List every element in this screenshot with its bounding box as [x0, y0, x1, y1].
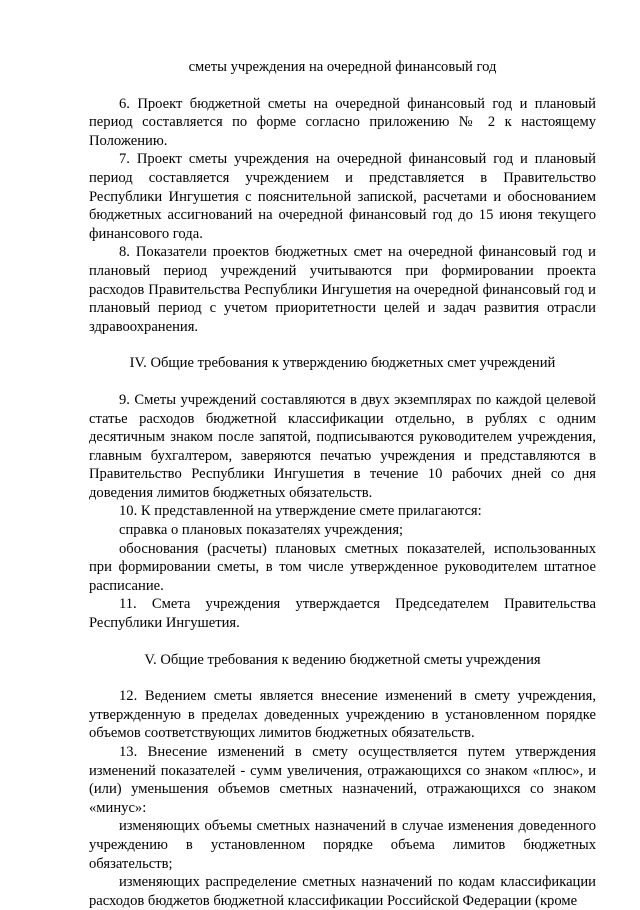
paragraph-8: 8. Показатели проектов бюджетных смет на очередной финансовый год и плановый период учреждений учитываются при формировании проекта расходов Правительства Республики Ингушетия на очередной финансовый год и плановый период с учетом приоритетности целей и задач развития отрасли здравоохранения. [89, 244, 596, 335]
paragraph-12: 12. Ведением сметы является внесение изменений в смету учреждения, утвержденную в пределах доведенных учреждению в установленном порядке объемов соответствующих лимитов бюджетных обязательств. [89, 688, 596, 742]
paragraph-6: 6. Проект бюджетной сметы на очередной финансовый год и плановый период составляется по форме согласно приложению № 2 к настоящему Положению. [89, 95, 596, 149]
paragraph-10: 10. К представленной на утверждение смете прилагаются: [119, 503, 482, 520]
paragraph-10-item-1: справка о плановых показателях учреждения; [119, 522, 404, 539]
section-paragraphs-b [89, 391, 596, 633]
section-paragraphs-a [89, 95, 596, 337]
paragraph-13-item-2: изменяющих распределение сметных назначений по кодам классификации расходов бюджетов бюджетной классификации Российской Федерации (кроме [89, 874, 596, 909]
top-line: сметы учреждения на очередной финансовый год [188, 59, 497, 75]
document-body [89, 58, 596, 910]
paragraph-7: 7. Проект сметы учреждения на очередной финансовый год и плановый период составляется учреждением и представляется в Правительство Республики Ингушетия с пояснительной запиской, расчетами и обоснованием бюджетных ассигнований на очередной финансовый год до 15 июня текущего финансового года. [89, 151, 596, 242]
paragraph-11: 11. Смета учреждения утверждается Председателем Правительства Республики Ингушетия. [89, 596, 596, 632]
paragraph-9: 9. Сметы учреждений составляются в двух экземплярах по каждой целевой статье расходов бюджетной классификации отдельно, в рублях с одним десятичным знаком после запятой, подписываются руководителем учреждения, главным бухгалтером, заверяются печатью учреждения и представляются в Правительство Республики Ингушетия в течение 10 рабочих дней со дня доведения лимитов бюджетных обязательств. [89, 391, 596, 501]
paragraph-13-item-1: изменяющих объемы сметных назначений в случае изменения доведенного учреждению в установленном порядке объема лимитов бюджетных обязательств; [89, 818, 596, 872]
paragraph-13: 13. Внесение изменений в смету осуществляется путем утверждения изменений показателей - сумм увеличения, отражающихся со знаком «плюс», и (или) уменьшения объемов сметных назначений, отражающихся со знаком «минус»: [89, 744, 596, 816]
paragraph-10-item-2: обоснования (расчеты) плановых сметных показателей, использованных при формировании сметы, в том числе утвержденное руководителем штатное расписание. [89, 540, 596, 594]
section-heading-iv: IV. Общие требования к утверждению бюджетных смет учреждений [129, 355, 556, 372]
section-heading-v: V. Общие требования к ведению бюджетной сметы учреждения [144, 651, 541, 668]
section-paragraphs-c [89, 687, 596, 910]
